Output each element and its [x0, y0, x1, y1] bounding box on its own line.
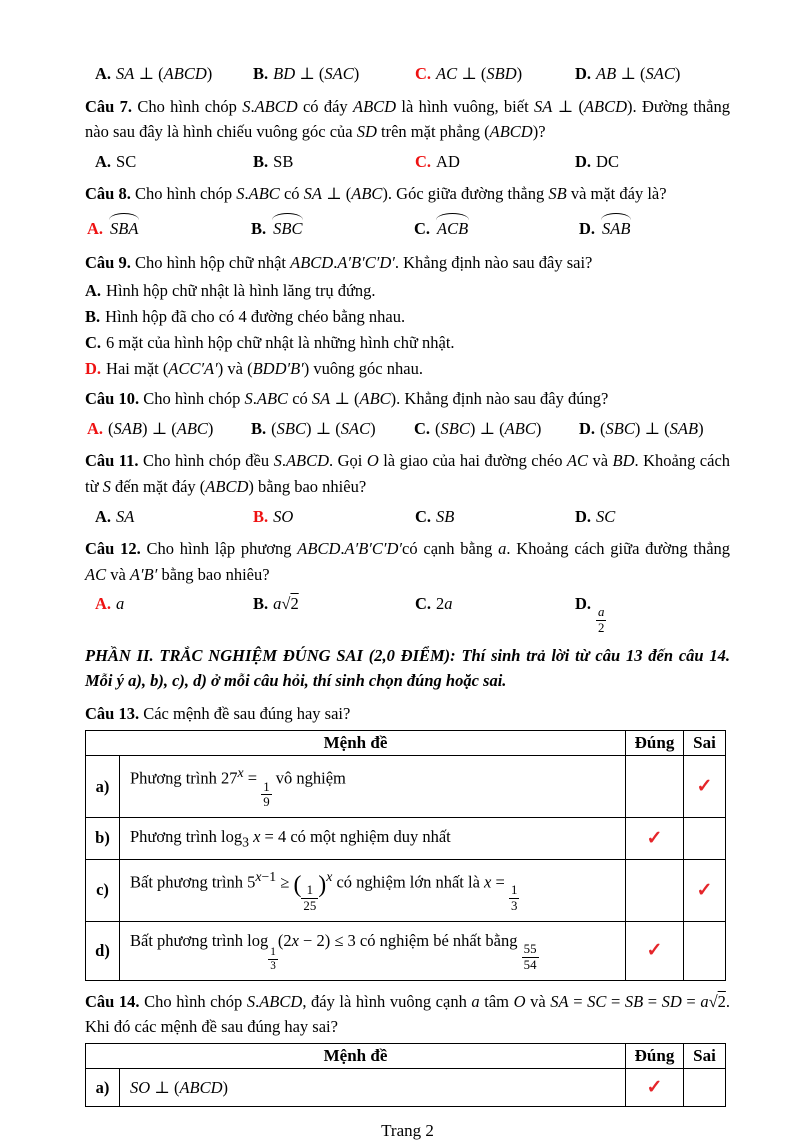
option-d — [575, 61, 730, 87]
option-letter: C. — [415, 506, 432, 526]
question-body: Cho hình lập phương ABCD.A′B′C′D′có cạnh bằng a. Khoảng cách giữa đường thẳng AC và A′B′ bằng bao nhiêu? — [85, 539, 731, 584]
question-body: Cho hình chóp S.ABC có SA ⊥ (ABC). Khẳng định nào sau đây đúng? — [143, 389, 609, 409]
question-11-text — [85, 448, 730, 499]
table-row-a — [86, 1068, 726, 1106]
question-body: Cho hình chóp đều S.ABCD. Gọi O là giao của hai đường chéo AC và BD. Khoảng cách từ S đến mặt đáy (ABCD) bằng bao nhiêu? — [85, 451, 731, 496]
check-icon: ✓ — [696, 776, 713, 797]
option-text: AD — [436, 151, 460, 171]
option-text: a√2 — [273, 594, 299, 614]
dung-cell — [626, 818, 684, 860]
option-a — [95, 61, 253, 87]
table-row-d — [86, 921, 726, 980]
question-7-options — [85, 149, 730, 175]
check-icon: ✓ — [646, 1077, 663, 1098]
option-c — [415, 61, 575, 87]
col-dung: Đúng — [626, 730, 684, 755]
question-10-text — [85, 386, 730, 412]
option-text: (SBC) ⊥ (ABC) — [435, 418, 542, 438]
option-letter-correct: B. — [253, 506, 269, 526]
question-label: Câu 13. — [85, 704, 140, 724]
option-text: Hình hộp đã cho có 4 đường chéo bằng nhau. — [105, 307, 406, 327]
option-b — [253, 591, 415, 636]
table-row-a — [86, 755, 726, 817]
col-menh-de: Mệnh đề — [86, 1043, 626, 1068]
option-a — [87, 416, 251, 442]
row-key: a) — [86, 1068, 120, 1106]
option-letter-correct: A. — [87, 218, 104, 238]
option-c — [414, 416, 579, 442]
option-letter: B. — [251, 218, 267, 238]
table-row-b — [86, 818, 726, 860]
option-b — [251, 216, 414, 242]
question-9-options — [85, 278, 730, 381]
option-letter: B. — [253, 151, 269, 171]
option-text: SC — [596, 506, 616, 526]
check-icon: ✓ — [696, 879, 713, 901]
option-c — [415, 504, 575, 530]
row-key: d) — [86, 921, 120, 980]
page-footer: Trang 2 — [381, 1121, 434, 1141]
option-text: $\frac{a}{2}$ — [598, 605, 605, 636]
row-key: c) — [86, 859, 120, 921]
option-a — [95, 149, 253, 175]
table-row-c — [86, 859, 726, 921]
option-letter-correct: C. — [415, 64, 432, 83]
option-text: Hai mặt (ACC′A′) và (BDD′B′) vuông góc nhau. — [106, 359, 423, 379]
question-body: Cho hình chóp S.ABCD có đáy ABCD là hình vuông, biết SA ⊥ (ABCD). Đường thẳng nào sau đây là hình chiếu vuông góc của SD trên mặt phẳng (ABCD)? — [85, 96, 731, 142]
option-c — [85, 330, 730, 355]
table-header-row — [86, 730, 726, 755]
part2-heading: PHẦN II. TRẮC NGHIỆM ĐÚNG SAI (2,0 ĐIỂM): Thí sinh trả lời từ câu 13 đến câu 14. Mỗi ý a), b), c), d) ở mỗi câu hỏi, thí sinh chọn đúng hoặc sai. — [85, 645, 730, 690]
row-statement: Bất phương trình log $_{\frac{1}{3}}$ (2x − 2) ≤ 3 có nghiệm bé nhất bằng $\frac{55}{54}$ — [120, 921, 626, 980]
question-label: Câu 7. — [85, 96, 133, 116]
option-d — [579, 216, 730, 242]
row-statement: Phương trình $\log_3 x = 4$ có một nghiệm duy nhất — [120, 818, 626, 860]
option-b — [85, 304, 730, 329]
option-letter: C. — [85, 333, 102, 353]
option-text: (SAB) ⊥ (ABC) — [108, 418, 214, 438]
option-d — [575, 591, 730, 636]
option-letter-correct: A. — [95, 594, 112, 614]
question-13-text — [85, 701, 730, 727]
option-letter: A. — [95, 64, 112, 83]
option-letter: C. — [415, 594, 432, 614]
sai-cell — [684, 1068, 726, 1106]
option-text: Hình hộp chữ nhật là hình lăng trụ đứng. — [106, 280, 376, 300]
option-text: (SBC) ⊥ (SAC) — [271, 418, 376, 438]
row-statement: Phương trình $27^x$ = $\frac{1}{9}$ vô nghiệm — [120, 755, 626, 817]
row-key: a) — [86, 755, 120, 817]
option-text: AC ⊥ (SBD) — [436, 64, 523, 83]
option-letter: C. — [414, 418, 431, 438]
option-letter-correct: C. — [415, 151, 432, 171]
option-letter: B. — [253, 64, 269, 83]
option-d — [579, 416, 730, 442]
option-text: ACB — [435, 219, 470, 238]
option-letter: D. — [575, 151, 592, 171]
option-letter: D. — [579, 218, 596, 238]
dung-cell — [626, 755, 684, 817]
option-text: 6 mặt của hình hộp chữ nhật là những hình chữ nhật. — [106, 333, 455, 353]
dung-cell — [626, 1068, 684, 1106]
question-11-options — [85, 504, 730, 530]
option-letter: A. — [95, 506, 112, 526]
option-text: DC — [596, 151, 619, 171]
row-key: b) — [86, 818, 120, 860]
option-letter-correct: D. — [85, 359, 102, 379]
check-icon: ✓ — [646, 940, 663, 962]
option-text: (SBC) ⊥ (SAB) — [600, 418, 704, 438]
row-statement: SO ⊥ (ABCD) — [120, 1068, 626, 1106]
option-letter: D. — [575, 594, 592, 614]
option-text: SC — [116, 151, 137, 171]
question-label: Câu 8. — [85, 184, 131, 204]
question-label: Câu 11. — [85, 451, 139, 471]
col-menh-de: Mệnh đề — [86, 730, 626, 755]
sai-cell — [684, 755, 726, 817]
option-letter-correct: A. — [87, 418, 104, 438]
option-letter: D. — [575, 64, 592, 83]
col-sai: Sai — [684, 730, 726, 755]
question-9-text — [85, 250, 730, 276]
sai-cell — [684, 859, 726, 921]
option-letter: D. — [579, 418, 596, 438]
option-letter: A. — [95, 151, 112, 171]
option-d — [85, 356, 730, 381]
option-a — [95, 591, 253, 636]
option-a — [95, 504, 253, 530]
option-text: SO — [273, 506, 294, 526]
option-text: SBA — [108, 219, 140, 238]
question-8-options — [85, 216, 730, 242]
option-b — [253, 504, 415, 530]
q14-truth-table — [85, 1043, 726, 1107]
question-body: Cho hình chóp S.ABC có SA ⊥ (ABC). Góc giữa đường thẳng SB và mặt đáy là? — [134, 184, 667, 204]
option-a — [87, 216, 251, 242]
option-text: SB — [273, 151, 294, 171]
col-dung: Đúng — [626, 1043, 684, 1068]
option-text: SBC — [271, 219, 304, 238]
option-d — [575, 149, 730, 175]
option-text: a — [116, 594, 125, 614]
dung-cell — [626, 859, 684, 921]
question-12-options — [85, 591, 730, 636]
question-body: Cho hình hộp chữ nhật ABCD.A′B′C′D′. Khẳng định nào sau đây sai? — [134, 253, 593, 273]
option-text: BD ⊥ (SAC) — [273, 64, 360, 83]
option-c — [415, 591, 575, 636]
row-statement: Bất phương trình $5^{x-1}$ ≥ ( $\frac{1}{25}$ )$^x$ có nghiệm lớn nhất là x = $\frac{1}{3}$ — [120, 859, 626, 921]
option-letter: B. — [253, 594, 269, 614]
option-letter: B. — [85, 307, 101, 327]
table-header-row — [86, 1043, 726, 1068]
question-body: Cho hình chóp S.ABCD, đáy là hình vuông cạnh a tâm O và SA = SC = SB = SD = a√2. Khi đó các mệnh đề sau đúng hay sai? — [85, 991, 731, 1037]
option-letter: D. — [575, 506, 592, 526]
sai-cell — [684, 921, 726, 980]
option-c — [414, 216, 579, 242]
option-b — [251, 416, 414, 442]
option-c — [415, 149, 575, 175]
question-label: Câu 9. — [85, 253, 131, 273]
question-label: Câu 10. — [85, 389, 140, 409]
option-b — [253, 61, 415, 87]
col-sai: Sai — [684, 1043, 726, 1068]
option-text: SA — [116, 506, 135, 526]
option-text: AB ⊥ (SAC) — [596, 64, 681, 83]
sai-cell — [684, 818, 726, 860]
option-text: SAB — [600, 219, 632, 238]
option-b — [253, 149, 415, 175]
question-10-options — [85, 416, 730, 442]
question-body: Các mệnh đề sau đúng hay sai? — [143, 704, 351, 724]
question-7-text — [85, 94, 730, 145]
dung-cell — [626, 921, 684, 980]
option-letter: A. — [85, 280, 102, 300]
option-letter: C. — [414, 218, 431, 238]
question-12-text — [85, 536, 730, 587]
option-text: 2a — [436, 594, 453, 614]
question-label: Câu 12. — [85, 539, 141, 559]
option-text: SA ⊥ (ABCD) — [116, 64, 213, 83]
check-icon: ✓ — [646, 827, 663, 849]
option-text: SB — [436, 506, 455, 526]
option-d — [575, 504, 730, 530]
option-a — [85, 278, 730, 303]
option-letter: B. — [251, 418, 267, 438]
question-14-text — [85, 989, 730, 1040]
question-label: Câu 14. — [85, 991, 140, 1011]
question-8-text — [85, 181, 730, 207]
q13-truth-table — [85, 730, 726, 981]
question-6-options — [85, 61, 730, 87]
